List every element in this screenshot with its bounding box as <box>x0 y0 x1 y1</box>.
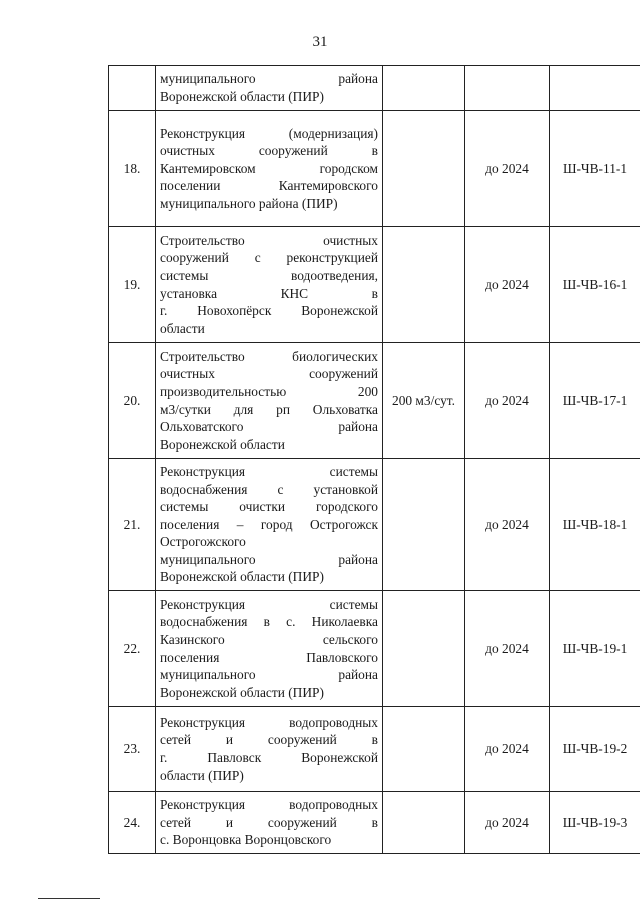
code-cell: Ш-ЧВ-19-1 <box>550 591 640 707</box>
description-line: г. Новохопёрск Воронежской <box>160 303 378 319</box>
table-row <box>109 227 640 343</box>
projects-table <box>108 65 640 854</box>
row-number: 18. <box>109 111 156 227</box>
term-cell: до 2024 <box>465 792 550 854</box>
description-line: Острогожского <box>160 534 246 550</box>
project-description <box>156 227 383 343</box>
footnote-rule <box>38 898 100 899</box>
term-cell: до 2024 <box>465 591 550 707</box>
description-line: системы очистки городского <box>160 499 378 515</box>
code-cell: Ш-ЧВ-17-1 <box>550 343 640 459</box>
code-cell: Ш-ЧВ-19-3 <box>550 792 640 854</box>
capacity-cell: 200 м3/сут. <box>383 343 465 459</box>
row-number: 24. <box>109 792 156 854</box>
capacity-cell <box>383 792 465 854</box>
description-line: муниципального района <box>160 667 378 683</box>
description-line: системы водоотведения, <box>160 267 378 283</box>
table-row <box>109 707 640 792</box>
description-line: водоснабжения в с. Николаевка <box>160 614 378 630</box>
code-cell: Ш-ЧВ-18-1 <box>550 459 640 591</box>
description-line: Реконструкция водопроводных <box>160 797 378 813</box>
description-line: Строительство биологических <box>160 348 378 364</box>
page-number: 31 <box>312 34 328 50</box>
description-line: поселении Кантемировского <box>160 178 378 194</box>
table-row <box>109 792 640 854</box>
description-line: поселения – город Острогожск <box>160 516 378 532</box>
description-line: Кантемировском городском <box>160 160 378 176</box>
description-line: Воронежской области <box>160 436 285 452</box>
description-line: очистных сооружений в <box>160 143 378 159</box>
table-row <box>109 591 640 707</box>
row-number: 23. <box>109 707 156 792</box>
term-cell: до 2024 <box>465 459 550 591</box>
term-cell: до 2024 <box>465 227 550 343</box>
description-line: м3/сутки для рп Ольховатка <box>160 401 378 417</box>
description-line: сетей и сооружений в <box>160 732 378 748</box>
description-line: сооружений с реконструкцией <box>160 250 378 266</box>
term-cell: до 2024 <box>465 707 550 792</box>
code-cell: Ш-ЧВ-19-2 <box>550 707 640 792</box>
project-description <box>156 707 383 792</box>
description-line: Казинского сельского <box>160 631 378 647</box>
row-number: 19. <box>109 227 156 343</box>
description-line: Воронежской области (ПИР) <box>160 569 324 585</box>
code-cell: Ш-ЧВ-16-1 <box>550 227 640 343</box>
capacity-cell <box>383 111 465 227</box>
description-line: поселения Павловского <box>160 649 378 665</box>
description-line: Ольховатского района <box>160 419 378 435</box>
table-row <box>109 459 640 591</box>
term-cell: до 2024 <box>465 343 550 459</box>
description-line: муниципального района (ПИР) <box>160 195 338 211</box>
capacity-cell <box>383 227 465 343</box>
row-number: 21. <box>109 459 156 591</box>
project-description <box>156 459 383 591</box>
description-line: г. Павловск Воронежской <box>160 750 378 765</box>
table-row <box>109 66 640 111</box>
description-line: сетей и сооружений в <box>160 814 378 830</box>
description-line: Воронежской области (ПИР) <box>160 89 324 104</box>
description-line: области <box>160 320 205 336</box>
row-number: 20. <box>109 343 156 459</box>
term-cell: до 2024 <box>465 111 550 227</box>
row-number: 22. <box>109 591 156 707</box>
description-line: области (ПИР) <box>160 767 244 783</box>
project-description <box>156 343 383 459</box>
description-line: муниципального района <box>160 71 378 87</box>
description-line: Воронежской области (ПИР) <box>160 684 324 700</box>
capacity-cell <box>383 459 465 591</box>
projects-table-body <box>109 66 640 854</box>
table-row <box>109 111 640 227</box>
description-line: Реконструкция системы <box>160 596 378 612</box>
row-number <box>109 66 156 111</box>
table-row <box>109 343 640 459</box>
description-line: установка КНС в <box>160 285 378 301</box>
description-line: Реконструкция водопроводных <box>160 714 378 730</box>
description-line: водоснабжения с установкой <box>160 481 378 497</box>
term-cell <box>465 66 550 111</box>
capacity-cell <box>383 66 465 111</box>
description-line: Реконструкция (модернизация) <box>160 125 378 141</box>
code-cell: Ш-ЧВ-11-1 <box>550 111 640 227</box>
description-line: с. Воронцовка Воронцовского <box>160 832 332 848</box>
description-line: Реконструкция системы <box>160 463 378 479</box>
description-line: очистных сооружений <box>160 366 378 382</box>
code-cell <box>550 66 640 111</box>
description-line: муниципального района <box>160 551 378 567</box>
description-line: Строительство очистных <box>160 232 378 248</box>
project-description <box>156 111 383 227</box>
project-description <box>156 792 383 854</box>
capacity-cell <box>383 707 465 792</box>
capacity-cell <box>383 591 465 707</box>
project-description <box>156 66 383 111</box>
description-line: производительностью 200 <box>160 383 378 399</box>
project-description <box>156 591 383 707</box>
